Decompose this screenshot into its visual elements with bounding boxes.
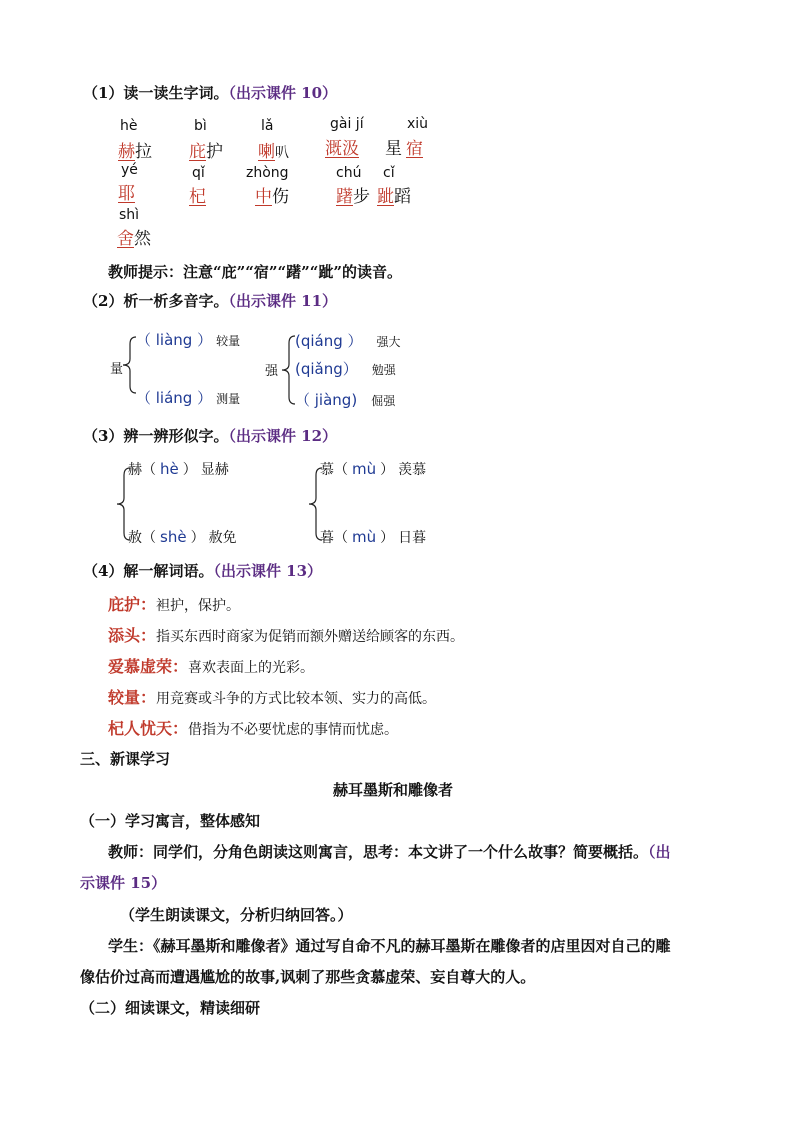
pinyin-xiu: xiù bbox=[407, 116, 429, 132]
poly-char-qiang: 强 bbox=[265, 364, 279, 379]
pinyin-ye: yé bbox=[121, 162, 138, 178]
poly-row-liang-1: （ liàng ） 较量 bbox=[136, 331, 241, 349]
definition-qirenyoutian: 杞人忧天：借指为不必要忧虑的事情而忧虑。 bbox=[108, 719, 399, 738]
vocab-helan: 赫拉 bbox=[118, 142, 152, 162]
subsection-title-2: （二）细读课文，精读细研 bbox=[80, 999, 261, 1017]
section-title-4 bbox=[83, 560, 322, 581]
subsection-title-1: （一）学习寓言，整体感知 bbox=[80, 812, 261, 830]
section-title-2-text: （2）析一析多音字。 bbox=[83, 292, 229, 310]
definition-bihu: 庇护：袒护，保护。 bbox=[108, 595, 241, 614]
similar-row-mu-1: 慕（ mù ） 羡慕 bbox=[320, 460, 427, 478]
definition-jiaoliang: 较量：用竞赛或斗争的方式比较本领、实力的高低。 bbox=[108, 688, 437, 707]
poly-char-liang: 量 bbox=[110, 362, 124, 377]
vocab-laba: 喇叭 bbox=[258, 142, 289, 162]
pinyin-chu: chú bbox=[336, 165, 362, 181]
vocab-sheran: 舍然 bbox=[117, 229, 151, 249]
section-title-3 bbox=[83, 425, 337, 446]
similar-row-he: 赫（ hè ） 显赫 bbox=[128, 460, 229, 478]
definition-tiantou: 添头：指买东西时商家为促销而额外赠送给顾客的东西。 bbox=[108, 626, 465, 645]
vocab-bihu: 庇护 bbox=[189, 142, 223, 162]
pinyin-la: lǎ bbox=[261, 118, 274, 134]
pinyin-he: hè bbox=[120, 118, 138, 134]
vocab-zhongshang: 中伤 bbox=[255, 187, 289, 207]
section-title-new-lesson: 三、新课学习 bbox=[80, 750, 171, 768]
section-title-4-text: （4）解一解词语。 bbox=[83, 562, 214, 580]
courseware-ref-11: （出示课件 11） bbox=[228, 292, 338, 310]
poly-row-qiang-2: (qiǎng） 勉强 bbox=[295, 360, 396, 378]
courseware-ref-13: （出示课件 13） bbox=[213, 562, 323, 580]
courseware-ref-10: （出示课件 10） bbox=[228, 84, 338, 102]
poly-row-qiang-3: （ jiàng) 倔强 bbox=[295, 391, 396, 409]
student-activity: （学生朗读课文，分析归纳回答。） bbox=[120, 906, 353, 924]
vocab-chubu: 躇步 bbox=[336, 187, 370, 207]
similar-row-she: 赦（ shè ） 赦免 bbox=[128, 528, 237, 546]
vocab-gaiji: 溉汲 bbox=[325, 139, 359, 159]
courseware-ref-15: 示课件 15） bbox=[80, 874, 167, 892]
pinyin-gaiji: gài jí bbox=[330, 116, 364, 132]
teacher-hint: 教师提示：注意“庇”“宿”“躇”“跐”的读音。 bbox=[108, 263, 403, 281]
poly-row-qiang-1: (qiáng ） 强大 bbox=[295, 332, 401, 350]
student-answer-line-1: 学生：《赫耳墨斯和雕像者》通过写自命不凡的赫耳墨斯在雕像者的店里因对自己的雕 bbox=[108, 937, 671, 955]
lesson-title: 赫耳墨斯和雕像者 bbox=[333, 781, 454, 799]
pinyin-bi: bì bbox=[194, 118, 207, 134]
student-answer-line-2: 像估价过高而遭遇尴尬的故事,讽刺了那些贪慕虚荣、妄自尊大的人。 bbox=[80, 968, 536, 986]
similar-row-mu-2: 暮（ mù ） 日暮 bbox=[320, 528, 427, 546]
definition-aimuxurong: 爱慕虚荣：喜欢表面上的光彩。 bbox=[108, 657, 315, 676]
section-title-3-text: （3）辨一辨形似字。 bbox=[83, 427, 229, 445]
pinyin-qi: qǐ bbox=[192, 165, 205, 181]
vocab-cidao: 跐蹈 bbox=[377, 187, 411, 207]
pinyin-ci: cǐ bbox=[383, 165, 395, 181]
vocab-ye: 耶 bbox=[118, 184, 135, 204]
pinyin-zhong: zhòng bbox=[246, 165, 289, 181]
courseware-ref-12: （出示课件 12） bbox=[228, 427, 338, 445]
section-title-2 bbox=[83, 290, 337, 311]
section-title-1-text: （1）读一读生字词。 bbox=[83, 84, 229, 102]
poly-row-liang-2: （ liáng ） 测量 bbox=[136, 389, 241, 407]
teacher-question: 教师：同学们，分角色朗读这则寓言，思考：本文讲了一个什么故事？简要概括。（出 bbox=[108, 843, 671, 861]
vocab-xingxiu: 星 宿 bbox=[385, 139, 423, 159]
pinyin-shi: shì bbox=[119, 207, 140, 223]
section-title-1 bbox=[83, 82, 337, 103]
vocab-qi: 杞 bbox=[189, 187, 206, 207]
